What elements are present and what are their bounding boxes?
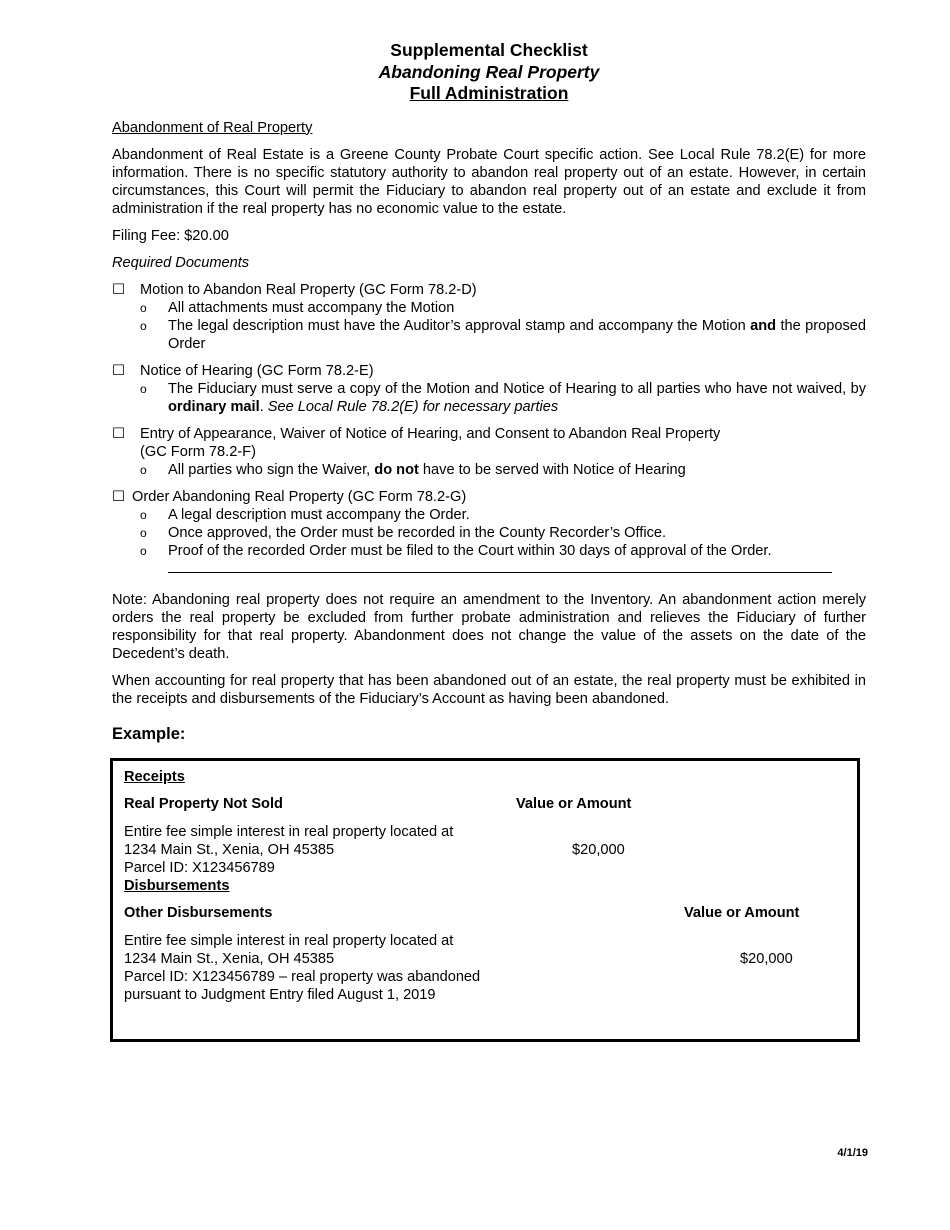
checklist-item-notice [112,362,866,416]
checklist-item-label: Notice of Hearing (GC Form 78.2-E) [140,362,374,379]
checklist-item-waiver [112,425,866,479]
bullet-icon: o [140,318,147,333]
receipts-columns [124,795,847,813]
accounting-paragraph: When accounting for real property that has been abandoned out of an estate, the real property must be exhibited in the receipts and disbursements of the Fiduciary’s Account as having been abandoned. [112,672,866,707]
checklist-item-label: Order Abandoning Real Property (GC Form 78.2-G) [132,488,467,505]
example-box [110,758,860,1042]
revision-date: 4/1/19 [837,1147,868,1159]
intro-paragraph: Abandonment of Real Estate is a Greene County Probate Court specific action. See Local Rule 78.2(E) for more information. There is no specific statutory authority to abandon real property out of an estate. However, in certain circumstances, this Court will permit the Fiduciary to abandon real property out of an estate and exclude it from administration if the real property has no economic value to the estate. [112,146,866,217]
sub-item: Once approved, the Order must be recorded in the County Recorder’s Office. [168,524,667,541]
sub-item: A legal description must accompany the Order. [168,506,470,523]
entry-description: Entire fee simple interest in real property located at 1234 Main St., Xenia, OH 45385 Parcel ID: X123456789 [124,824,454,876]
section-heading: Abandonment of Real Property [112,119,313,136]
disbursements-columns [124,904,847,922]
disbursements-entry [124,932,847,1004]
checklist-item-label: Motion to Abandon Real Property (GC Form 78.2-D) [140,281,477,298]
sub-item: The Fiduciary must serve a copy of the Motion and Notice of Hearing to all parties who have not waived, by ordinary mail. See Local Rule 78.2(E) for necessary parties [168,380,866,415]
disbursements-column-right: Value or Amount [684,905,800,921]
receipts-amount: $20,000 [572,842,625,858]
checkbox[interactable]: ☐ [112,425,126,442]
disbursements-heading: Disbursements [124,878,230,894]
document-page [112,40,866,743]
disbursements-amount: $20,000 [740,951,793,967]
receipts-column-right: Value or Amount [516,796,632,812]
sub-item: The legal description must have the Auditor’s approval stamp and accompany the Motion and the proposed Order [168,317,866,352]
example-label: Example: [112,724,186,743]
sub-item: All attachments must accompany the Motion [168,299,455,316]
checklist-item-label: Entry of Appearance, Waiver of Notice of Hearing, and Consent to Abandon Real Property (GC Form 78.2-F) [140,425,721,460]
entry-description: Entire fee simple interest in real property located at 1234 Main St., Xenia, OH 45385 Parcel ID: X123456789 – real property was abandoned pursuant to Judgment Entry filed August 1, 2019 [124,933,481,1003]
title-line-3: Full Administration [409,83,569,103]
bullet-icon: o [140,462,147,477]
bullet-icon: o [140,525,147,540]
receipts-column-left: Real Property Not Sold [124,796,283,812]
bullet-icon: o [140,543,147,558]
bullet-icon: o [140,507,147,522]
checklist-item-motion [112,281,866,353]
disbursements-column-left: Other Disbursements [124,905,273,921]
checkbox[interactable]: ☐ [112,281,126,298]
note-paragraph: Note: Abandoning real property does not require an amendment to the Inventory. An abandonment action merely orders the real property be excluded from further probate administration and relieves the Fiduciary of further responsibility for that real property. Abandonment does not change the value of the assets on the date of the Decedent’s death. [112,591,866,662]
checkbox[interactable]: ☐ [112,362,126,379]
document-title [112,40,866,105]
required-documents-heading: Required Documents [112,254,250,271]
bullet-icon: o [140,300,147,315]
title-line-2: Abandoning Real Property [378,61,600,82]
divider-line [168,560,832,573]
bullet-icon: o [140,381,147,396]
sub-item: Proof of the recorded Order must be filed to the Court within 30 days of approval of the Order. [168,542,772,559]
receipts-heading: Receipts [124,769,185,785]
checklist-item-order [112,488,866,573]
filing-fee: Filing Fee: $20.00 [112,227,229,244]
receipts-entry [124,823,847,877]
sub-item: All parties who sign the Waiver, do not have to be served with Notice of Hearing [168,461,686,478]
title-line-1: Supplemental Checklist [390,40,588,60]
checkbox[interactable]: ☐ [112,488,126,505]
